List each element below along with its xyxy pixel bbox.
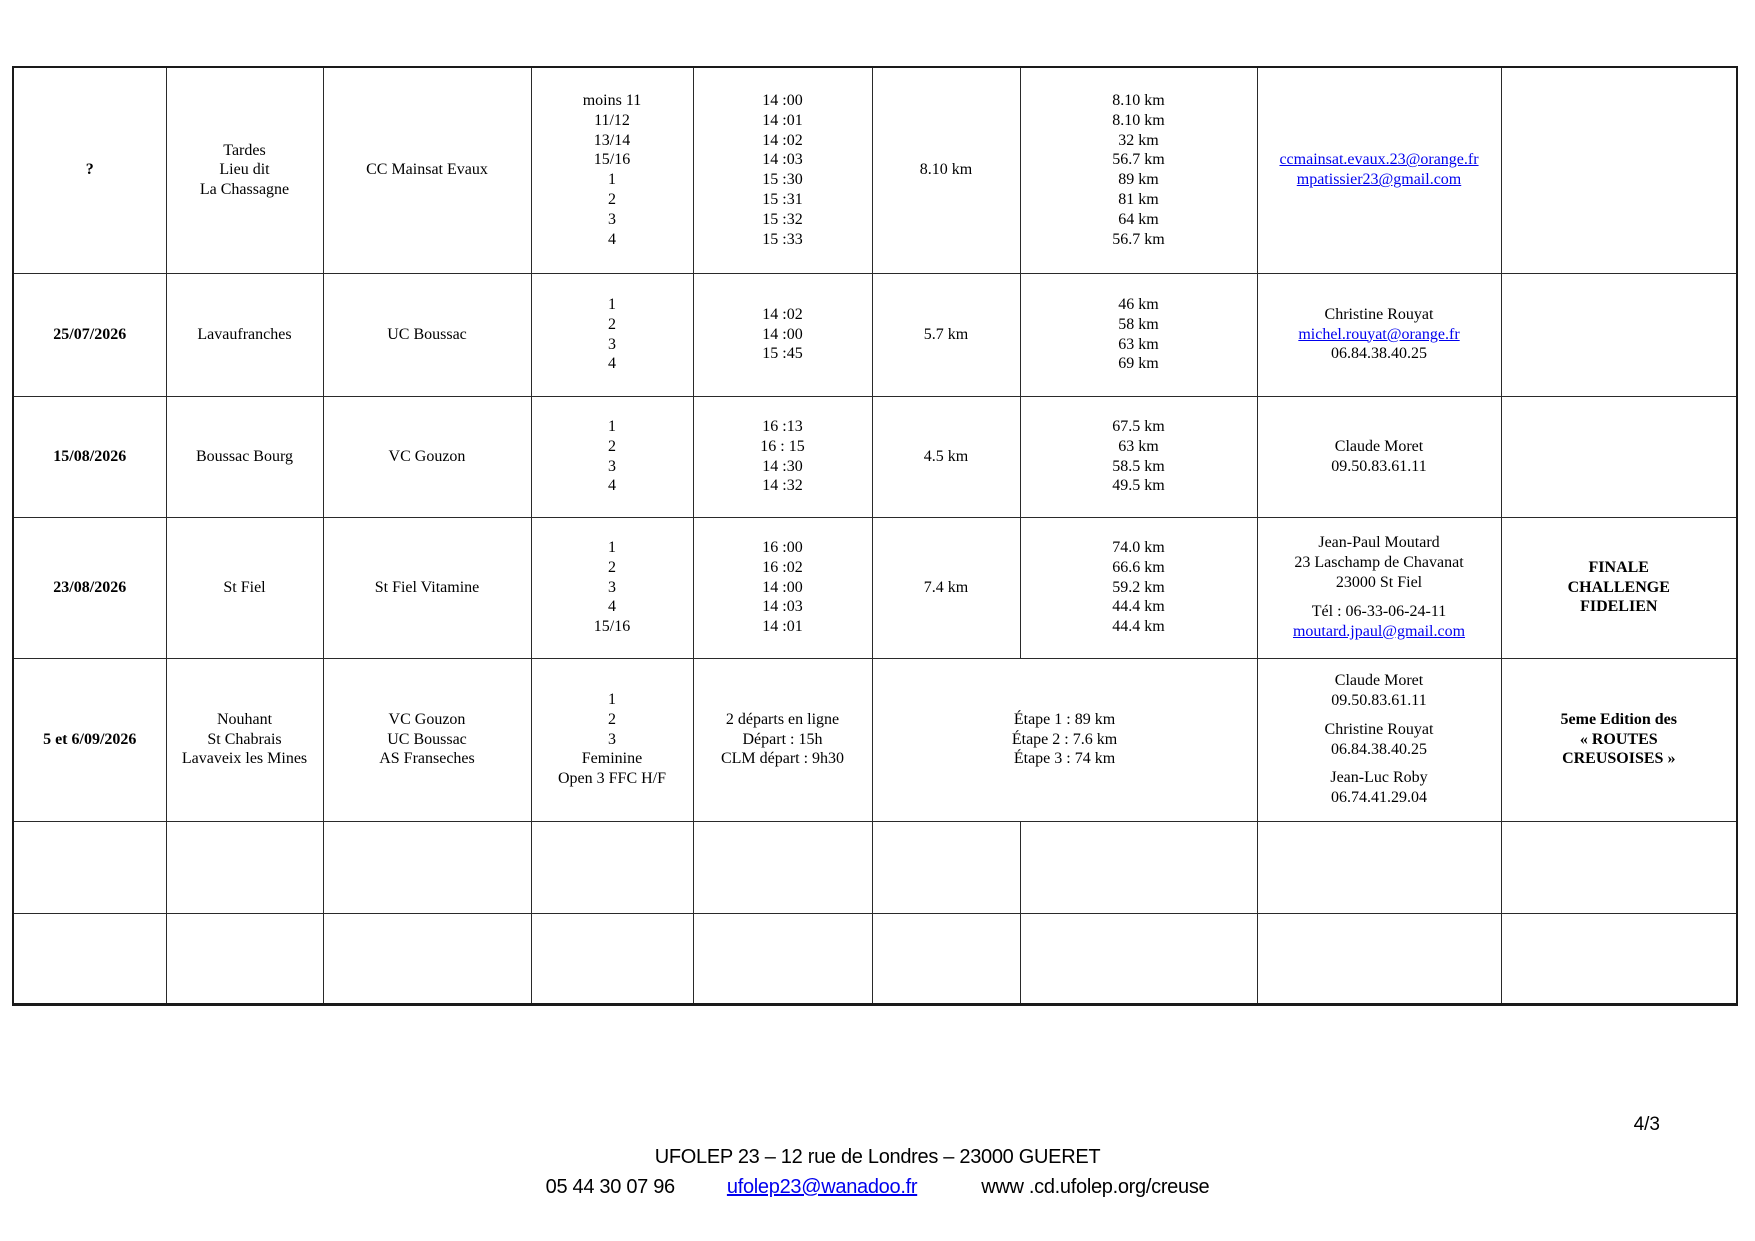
cell-circuit [872,517,1020,658]
location-text: Nouhant [216,710,273,728]
cell-times [693,396,872,517]
contact-text: Claude Moret [1334,672,1424,690]
times-text: 14 :00 [762,578,803,596]
distances-text: 59.2 km [1112,578,1165,596]
contact-text: 06.74.41.29.04 [1331,789,1427,807]
email-link[interactable]: ccmainsat.evaux.23@orange.fr [1279,151,1479,169]
categories-text: 2 [608,315,616,333]
distances-text: 74.0 km [1112,538,1165,556]
cell-circuit [872,67,1020,273]
times-text: 16 :13 [762,417,803,435]
location-text: Lavaufranches [197,325,292,343]
times-text: 14 :03 [762,598,803,616]
cell-location [166,658,323,821]
footer-contact-line [0,1176,1755,1199]
categories-text: moins 11 [582,91,642,109]
note-text: 5eme Edition des [1560,710,1677,728]
times-text: 14 :01 [762,111,803,129]
note-text: FIDELIEN [1580,598,1658,616]
cell-location [166,396,323,517]
contact-text: 23000 St Fiel [1335,574,1423,592]
cell-note [1501,273,1737,396]
times-text: Départ : 15h [742,730,823,748]
email-link[interactable]: moutard.jpaul@gmail.com [1292,622,1466,640]
circuit-text: 8.10 km [919,161,973,179]
categories-text: 3 [608,578,616,596]
times-text: 14 :02 [762,131,803,149]
categories-text: 2 [608,558,616,576]
categories-text: 11/12 [594,111,630,129]
cell-contact [1257,517,1501,658]
cell-location [166,913,323,1004]
email-link[interactable]: michel.rouyat@orange.fr [1298,325,1460,343]
distances-text: 32 km [1118,131,1159,149]
cell-club [323,67,531,273]
cell-times [693,658,872,821]
categories-text: Feminine [581,750,643,768]
cell-categories [531,913,693,1004]
footer-phone: 05 44 30 07 96 [545,1176,675,1198]
times-text: 14 :32 [762,477,803,495]
contact-text: Christine Rouyat [1324,720,1434,738]
distances-text: 44.4 km [1112,618,1165,636]
categories-text: 2 [608,437,616,455]
cell-distances [1020,913,1257,1004]
link-line [1262,325,1497,345]
link-line [1262,150,1497,170]
link-line [1262,622,1497,642]
table-row [13,517,1737,658]
times-text: 16 : 15 [760,437,805,455]
times-text: 14 :01 [762,618,803,636]
spacer [1262,593,1497,602]
club-text: VC Gouzon [388,710,466,728]
cell-categories [531,821,693,913]
cell-location [166,821,323,913]
cell-contact [1257,821,1501,913]
location-text: Boussac Bourg [195,447,294,465]
cell-note [1501,517,1737,658]
etapes-text: Étape 2 : 7.6 km [1011,730,1118,748]
contact-text: Jean-Paul Moutard [1318,534,1440,552]
times-text: 15 :30 [762,171,803,189]
distances-text: 8.10 km [1112,111,1165,129]
cell-location [166,273,323,396]
cell-distances [1020,67,1257,273]
categories-text: 1 [608,538,616,556]
footer-address: UFOLEP 23 – 12 rue de Londres – 23000 GUERET [654,1146,1101,1168]
distances-text: 56.7 km [1112,230,1165,248]
times-text: CLM départ : 9h30 [720,750,845,768]
cell-distances [1020,517,1257,658]
contact-text: Jean-Luc Roby [1330,769,1428,787]
location-text: Lieu dit [219,161,270,179]
club-text: UC Boussac [387,730,467,748]
cell-club [323,517,531,658]
cell-note [1501,913,1737,1004]
cell-times [693,67,872,273]
cell-circuit [872,913,1020,1004]
cell-club [323,913,531,1004]
date-text: 15/08/2026 [53,447,127,465]
categories-text: 4 [608,355,616,373]
contact-text: 06.84.38.40.25 [1331,345,1427,363]
cell-distances [1020,273,1257,396]
circuit-text: 7.4 km [923,578,969,596]
times-text: 15 :33 [762,230,803,248]
cell-distances [1020,396,1257,517]
note-text: CHALLENGE [1567,578,1670,596]
distances-text: 64 km [1118,210,1159,228]
categories-text: 13/14 [593,131,631,149]
cell-date [13,396,166,517]
table-row [13,273,1737,396]
categories-text: 4 [608,477,616,495]
distances-text: 66.6 km [1112,558,1165,576]
table-row [13,67,1737,273]
times-text: 14 :00 [762,91,803,109]
footer-email-link[interactable]: ufolep23@wanadoo.fr [726,1176,918,1198]
cell-date [13,67,166,273]
club-text: AS Franseches [379,750,475,768]
club-text: St Fiel Vitamine [374,578,480,596]
cell-note [1501,821,1737,913]
cell-club [323,273,531,396]
distances-text: 46 km [1118,295,1159,313]
categories-text: 1 [608,295,616,313]
cell-etapes [872,658,1257,821]
times-text: 14 :03 [762,151,803,169]
cell-categories [531,273,693,396]
distances-text: 63 km [1118,437,1159,455]
categories-text: 15/16 [593,618,631,636]
distances-text: 69 km [1118,355,1159,373]
cell-date [13,273,166,396]
cell-circuit [872,273,1020,396]
cell-location [166,517,323,658]
categories-text: 1 [608,690,616,708]
table-row [13,913,1737,1004]
contact-text: 23 Laschamp de Chavanat [1294,554,1464,572]
cell-location [166,67,323,273]
cell-contact [1257,658,1501,821]
cell-date [13,517,166,658]
distances-text: 44.4 km [1112,598,1165,616]
times-text: 15 :45 [762,345,803,363]
race-schedule-table [12,66,1738,1006]
contact-text: 09.50.83.61.11 [1331,691,1427,709]
circuit-text: 4.5 km [923,447,969,465]
cell-note [1501,658,1737,821]
distances-text: 8.10 km [1112,91,1165,109]
date-text: 25/07/2026 [53,325,127,343]
email-link[interactable]: mpatissier23@gmail.com [1296,171,1462,189]
cell-circuit [872,396,1020,517]
page-number: 4/3 [1633,1114,1660,1135]
distances-text: 56.7 km [1112,151,1165,169]
date-text: 5 et 6/09/2026 [43,730,137,748]
club-text: CC Mainsat Evaux [366,161,488,179]
categories-text: 4 [608,598,616,616]
cell-circuit [872,821,1020,913]
distances-text: 89 km [1118,171,1159,189]
cell-categories [531,517,693,658]
circuit-text: 5.7 km [923,325,969,343]
location-text: Tardes [223,141,266,159]
cell-date [13,821,166,913]
contact-text: Christine Rouyat [1324,305,1434,323]
cell-categories [531,658,693,821]
cell-contact [1257,913,1501,1004]
spacer [1262,711,1497,720]
club-text: VC Gouzon [388,447,466,465]
location-text: St Chabrais [207,730,282,748]
times-text: 15 :31 [762,191,803,209]
location-text: St Fiel [223,578,266,596]
table-row [13,396,1737,517]
contact-text: 06.84.38.40.25 [1331,740,1427,758]
cell-times [693,517,872,658]
cell-times [693,821,872,913]
times-text: 16 :00 [762,538,803,556]
link-line [1262,170,1497,190]
distances-text: 81 km [1118,191,1159,209]
categories-text: 4 [608,230,616,248]
times-text: 2 départs en ligne [725,710,840,728]
note-text: FINALE [1588,558,1649,576]
cell-times [693,273,872,396]
categories-text: 3 [608,210,616,228]
categories-text: 3 [608,730,616,748]
distances-text: 49.5 km [1112,477,1165,495]
categories-text: 1 [608,417,616,435]
footer [0,1146,1755,1199]
location-text: Lavaveix les Mines [181,750,308,768]
cell-note [1501,396,1737,517]
distances-text: 58.5 km [1112,457,1165,475]
cell-club [323,821,531,913]
footer-website: www .cd.ufolep.org/creuse [981,1176,1210,1198]
contact-text: 09.50.83.61.11 [1331,457,1427,475]
cell-club [323,658,531,821]
date-text: 23/08/2026 [53,578,127,596]
contact-text: Claude Moret [1334,437,1424,455]
times-text: 16 :02 [762,558,803,576]
categories-text: 3 [608,335,616,353]
distances-text: 58 km [1118,315,1159,333]
categories-text: 15/16 [593,151,631,169]
categories-text: 2 [608,710,616,728]
note-text: CREUSOISES » [1562,750,1676,768]
cell-categories [531,67,693,273]
date-text: ? [85,161,94,179]
times-text: 14 :30 [762,457,803,475]
categories-text: 2 [608,191,616,209]
cell-categories [531,396,693,517]
times-text: 14 :02 [762,305,803,323]
club-text: UC Boussac [387,325,467,343]
cell-contact [1257,67,1501,273]
etapes-text: Étape 1 : 89 km [1013,710,1116,728]
table-row [13,658,1737,821]
note-text: « ROUTES [1579,730,1658,748]
times-text: 15 :32 [762,210,803,228]
table-row [13,821,1737,913]
spacer [1262,759,1497,768]
cell-contact [1257,396,1501,517]
distances-text: 63 km [1118,335,1159,353]
cell-club [323,396,531,517]
categories-text: Open 3 FFC H/F [557,770,667,788]
distances-text: 67.5 km [1112,417,1165,435]
location-text: La Chassagne [199,181,290,199]
categories-text: 3 [608,457,616,475]
contact-text: Tél : 06-33-06-24-11 [1311,602,1447,620]
cell-times [693,913,872,1004]
cell-contact [1257,273,1501,396]
times-text: 14 :00 [762,325,803,343]
cell-date [13,913,166,1004]
cell-note [1501,67,1737,273]
cell-distances [1020,821,1257,913]
cell-date [13,658,166,821]
etapes-text: Étape 3 : 74 km [1013,750,1116,768]
categories-text: 1 [608,171,616,189]
